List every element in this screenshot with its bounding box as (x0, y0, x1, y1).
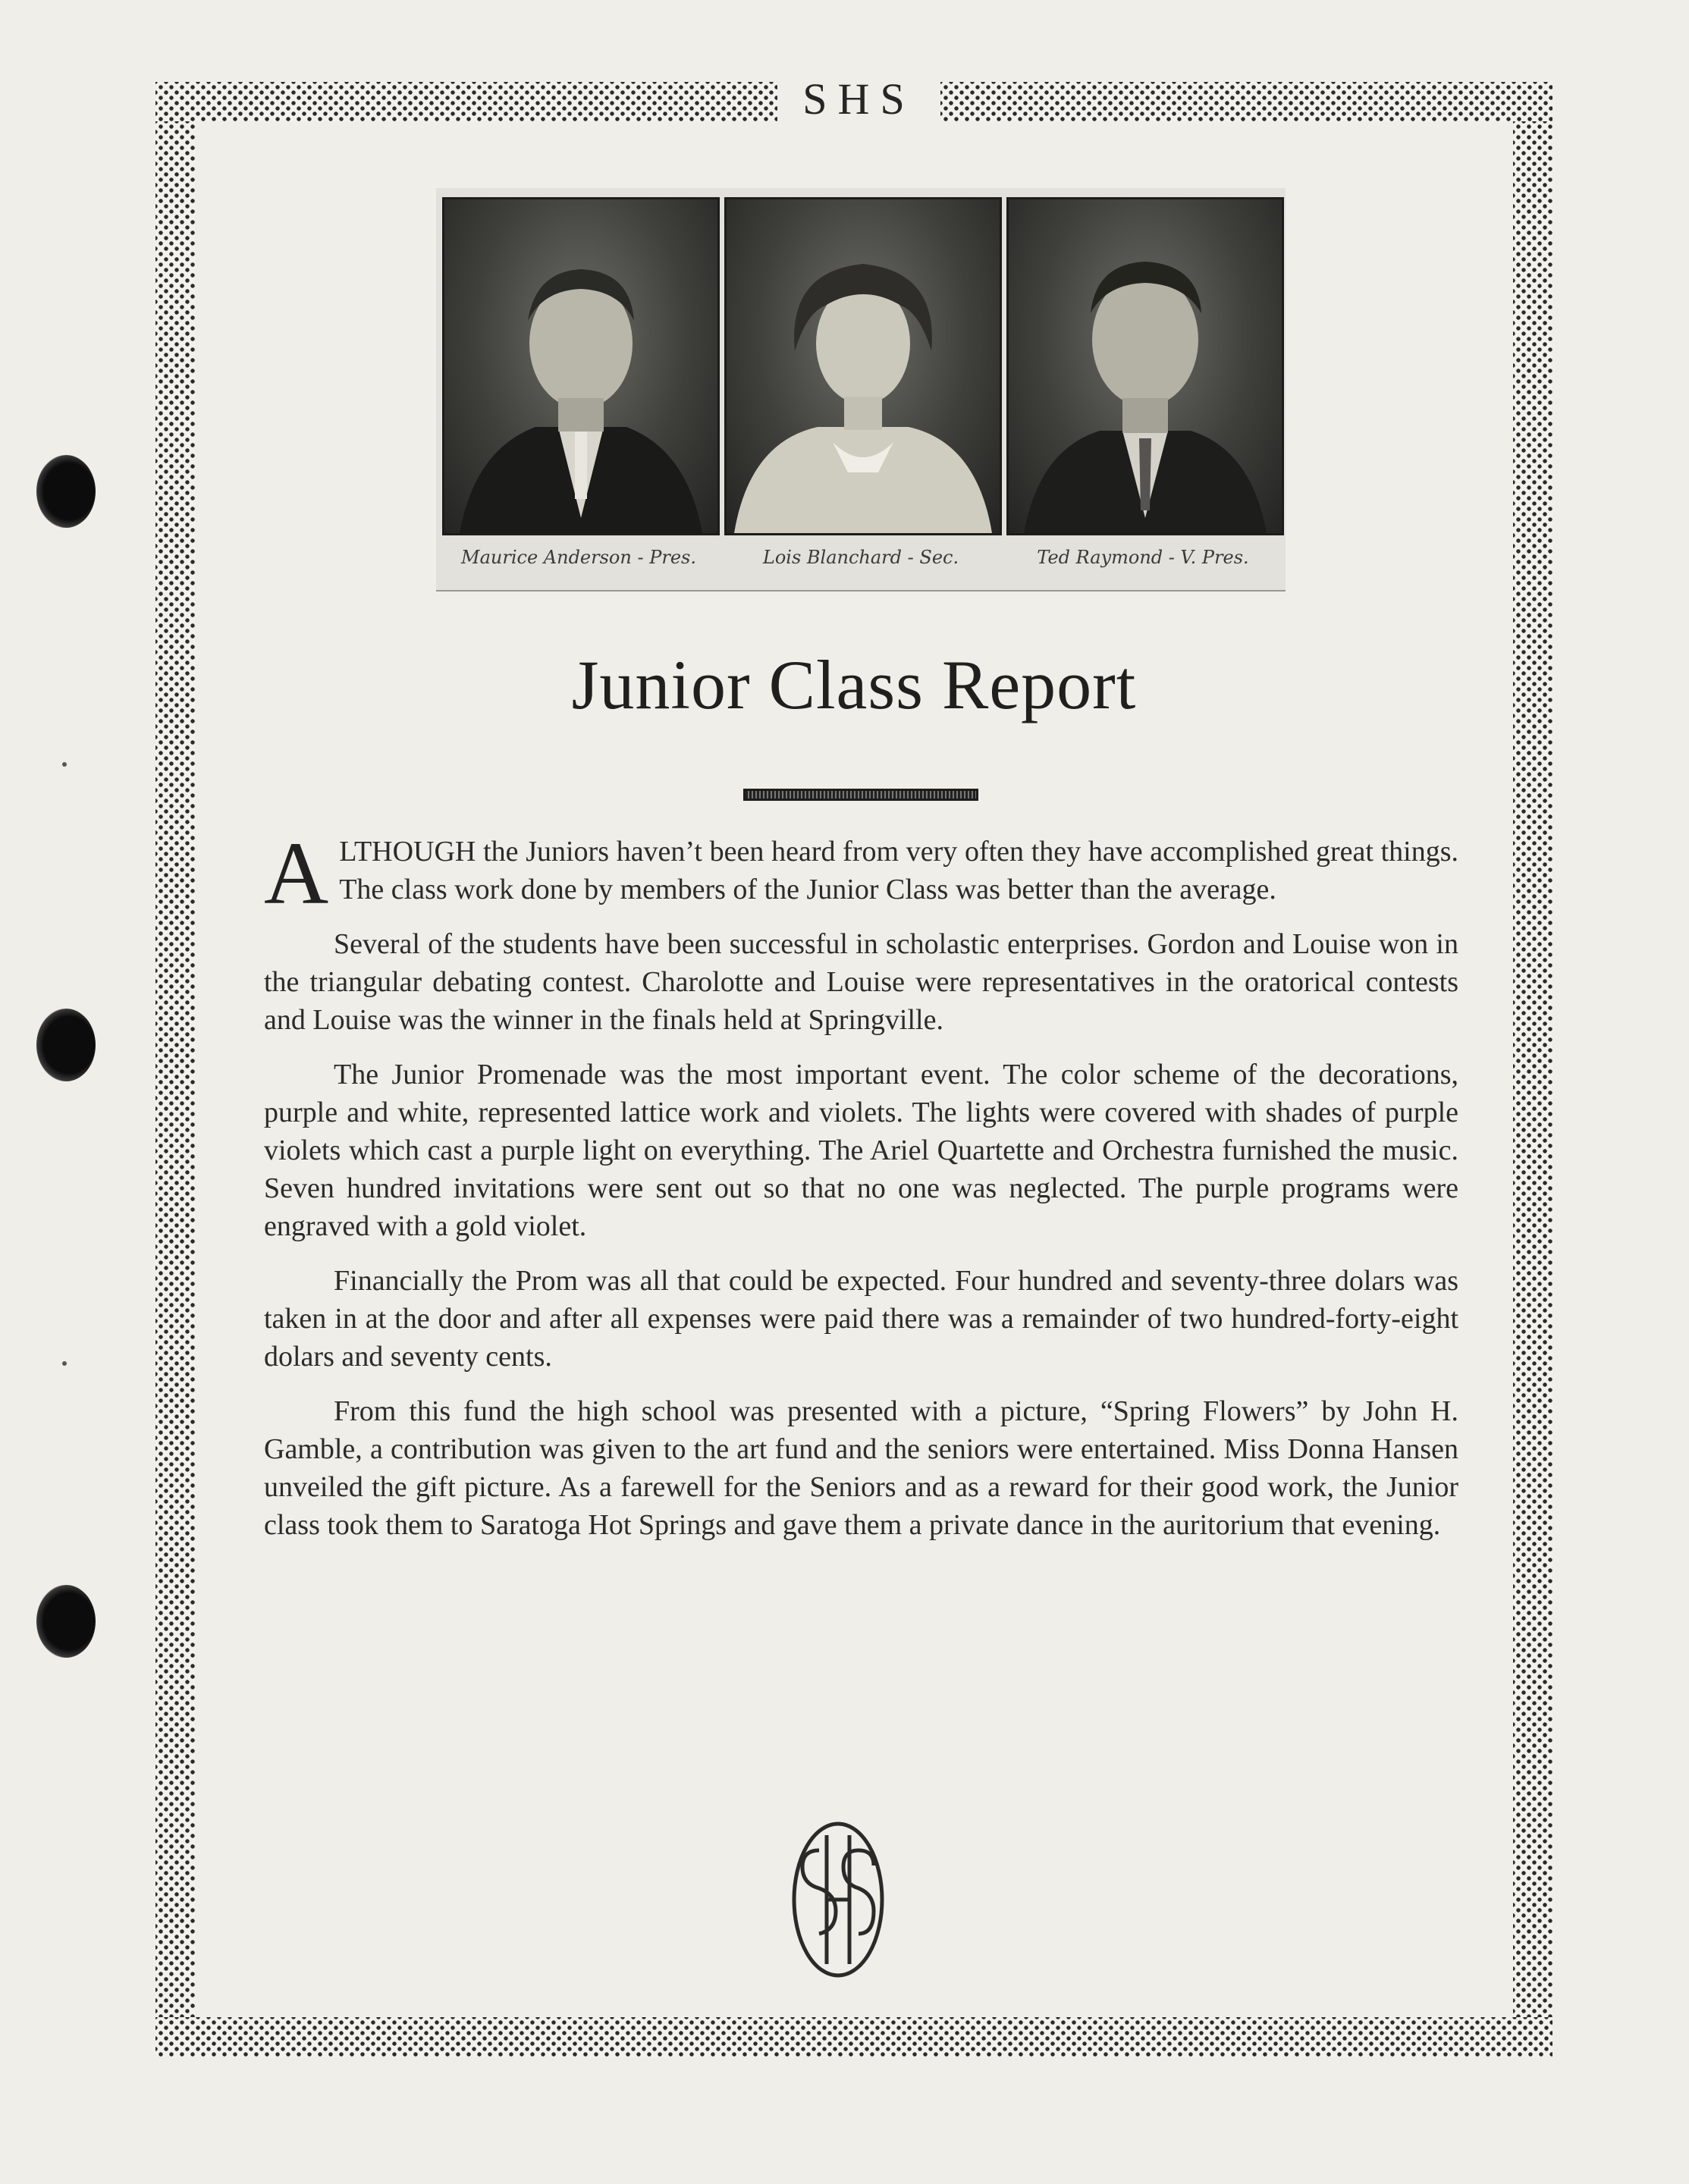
page-title: Junior Class Report (571, 646, 1137, 723)
paragraph-text: LTHOUGH the Juniors haven’t been heard from very often they have accomplished great things. The class work done by members of the Junior Class was better than the average. (339, 836, 1458, 905)
paragraph: Several of the students have been successful in scholastic enterprises. Gordon and Louise won in the triangular debating contest. Charolotte and Louise were representatives in the oratorical contests and Louise was the winner in the finals held at Springville. (264, 928, 1458, 1036)
header-mark: SHS (802, 74, 915, 124)
report-body (264, 824, 1458, 1561)
ornamental-border-bottom (155, 2017, 1552, 2057)
portrait-man-icon (1009, 199, 1282, 533)
paragraph (264, 824, 1458, 923)
portrait-woman-icon (727, 199, 1000, 533)
portrait-president (442, 197, 720, 535)
title-divider (743, 789, 978, 801)
drop-cap: A (264, 824, 329, 923)
paragraph: From this fund the high school was presented with a picture, “Spring Flowers” by John H. Gamble, a contribution was given to the art fund and the seniors were entertained. Miss Donna Hansen unveiled the gift picture. As a farewell for the Seniors and as a reward for their good work, the Junior class took them to Saratoga Hot Springs and gave them a private dance in the auritorium that evening. (264, 1395, 1458, 1541)
ornamental-border-left (155, 121, 195, 2048)
paper-speck (62, 762, 67, 767)
paper-speck (62, 1361, 67, 1366)
photo-caption: Lois Blanchard - Sec. (762, 547, 959, 568)
shs-monogram-logo (789, 1820, 887, 1979)
portrait-man-icon (444, 199, 717, 533)
paragraph: The Junior Promenade was the most important event. The color scheme of the decorations, purple and white, represented lattice work and violets. The lights were covered with shades of purple violets which cast a purple light on everything. The Ariel Quartette and Orchestra furnished the music. Seven hundred invitations were sent out so that no one was neglected. The purple programs were engraved with a gold violet. (264, 1059, 1458, 1242)
binder-hole (36, 1585, 96, 1658)
binder-hole (36, 455, 96, 528)
ornamental-border-top-right (940, 82, 1552, 121)
photo-caption: Ted Raymond - V. Pres. (1037, 547, 1249, 568)
ornamental-border-right (1513, 121, 1552, 2048)
binder-hole (36, 1009, 96, 1081)
photo-caption: Maurice Anderson - Pres. (461, 547, 696, 568)
ornamental-border-top-left (155, 82, 777, 121)
portrait-vice-president (1006, 197, 1284, 535)
paragraph: Financially the Prom was all that could be expected. Four hundred and seventy-three dolars was taken in at the door and after all expenses were paid there was a remainder of two hundred-forty-eight dolars and seventy cents. (264, 1265, 1458, 1373)
portrait-secretary (724, 197, 1002, 535)
officer-photo-strip (436, 188, 1286, 592)
